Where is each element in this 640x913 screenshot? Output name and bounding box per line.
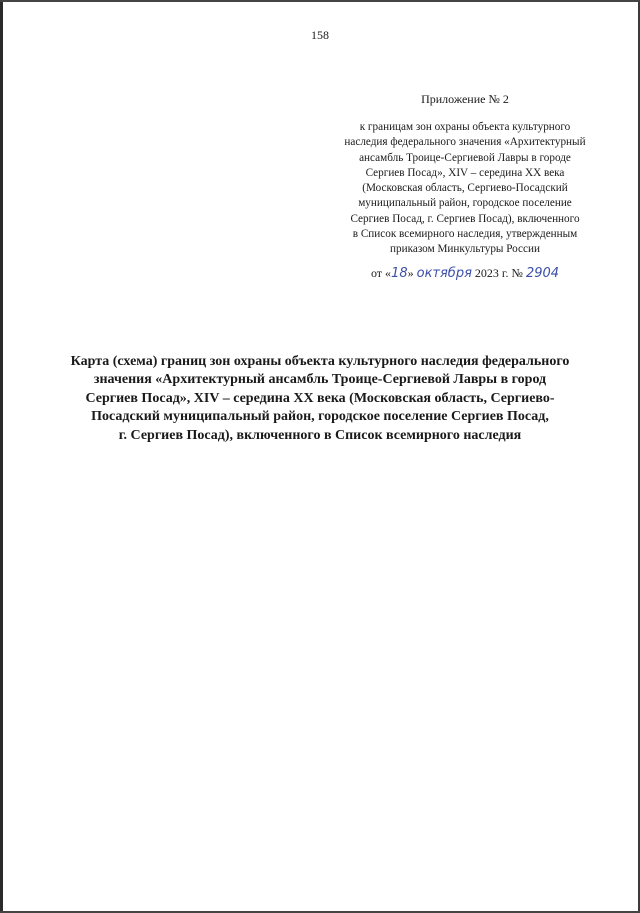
appendix-line: приказом Минкультуры России: [390, 243, 540, 256]
appendix-line: к границам зон охраны объекта культурного: [359, 121, 571, 133]
heading-line: значения «Архитектурный ансамбль Троице-Сергиевой Лавры в город: [93, 372, 547, 388]
appendix-title: Приложение № 2: [421, 92, 509, 106]
order-prefix: от «: [370, 266, 392, 280]
appendix-line: ансамбль Троице-Сергиевой Лавры в городе: [359, 151, 571, 164]
heading-line: г. Сергиев Посад), включенного в Список всемирного наследия: [118, 427, 522, 443]
order-number-handwritten: 2904: [525, 266, 560, 281]
heading-line: Сергиев Посад», XIV – середина XX века (Московская область, Сергиево-: [85, 390, 555, 406]
appendix-body: [340, 120, 590, 258]
heading-line: Посадский муниципальный район, городское поселение Сергиев Посад,: [91, 409, 549, 425]
heading-line: Карта (схема) границ зон охраны объекта культурного наследия федерального: [70, 354, 570, 369]
scan-border-top: [0, 0, 640, 2]
map-scheme-heading: [40, 353, 600, 445]
appendix-line: Сергиев Посад», XIV – середина XX века: [365, 166, 565, 179]
order-line: [340, 266, 590, 281]
order-month-handwritten: октября: [416, 266, 472, 281]
order-year: 2023 г. №: [474, 266, 523, 280]
appendix-line: муниципальный район, городское поселение: [358, 197, 572, 210]
appendix-line: в Список всемирного наследия, утвержденным: [352, 228, 578, 241]
page-number: 158: [311, 28, 329, 42]
order-day-handwritten: 18: [391, 266, 408, 281]
appendix-line: Сергиев Посад, г. Сергиев Посад), включенного: [350, 212, 580, 225]
scan-border-left: [0, 0, 3, 913]
appendix-line: наследия федерального значения «Архитектурный: [344, 136, 586, 149]
order-quote-close: »: [407, 266, 414, 280]
appendix-line: (Московская область, Сергиево-Посадский: [362, 182, 568, 195]
